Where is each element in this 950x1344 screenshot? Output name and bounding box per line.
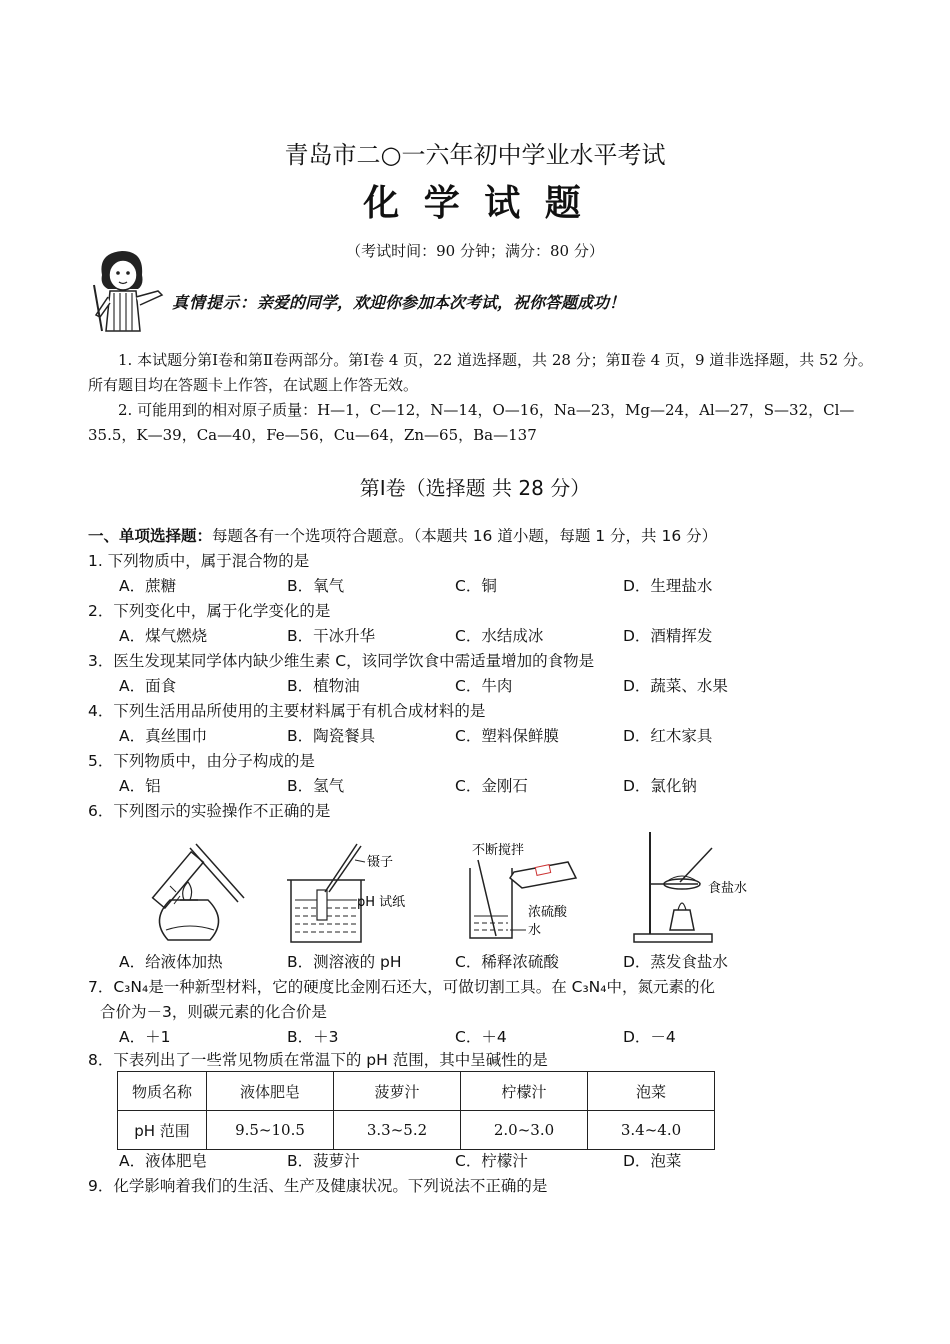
salt-water-label: 食盐水 — [708, 881, 748, 896]
table-row-label: pH 范围 — [118, 1111, 207, 1150]
option-a[interactable]: A．面食 — [119, 677, 177, 695]
table-header-cell: 液体肥皂 — [207, 1072, 334, 1111]
exam-title: 青岛市二○一六年初中学业水平考试 — [284, 141, 666, 169]
option-b[interactable]: B．测溶液的 pH — [287, 953, 402, 971]
option-c[interactable]: C．铜 — [455, 577, 497, 595]
teacher-cartoon-icon — [88, 245, 166, 335]
question-stem: 7．C₃N₄是一种新型材料，它的硬度比金刚石还大，可做切割工具。在 C₃N₄中，氮元素的化 — [88, 978, 715, 996]
water-label: 水 — [528, 923, 542, 938]
subject-title: 化 学 试 题 — [363, 182, 587, 224]
option-b[interactable]: B．氢气 — [287, 777, 345, 795]
option-a[interactable]: A．铝 — [119, 777, 161, 795]
option-c[interactable]: C．金刚石 — [455, 777, 528, 795]
option-d[interactable]: D．泡菜 — [623, 1152, 682, 1170]
option-a[interactable]: A．给液体加热 — [119, 953, 223, 971]
part-desc: 每题各有一个选项符合题意。（本题共 16 道小题，每题 1 分，共 16 分） — [212, 527, 718, 545]
question-stem: 6．下列图示的实验操作不正确的是 — [88, 802, 331, 820]
tip-lead: 真情提示： — [172, 293, 258, 312]
option-d[interactable]: D．红木家具 — [623, 727, 713, 745]
table-header-cell: 柠檬汁 — [461, 1072, 588, 1111]
option-d[interactable]: D．酒精挥发 — [623, 627, 713, 645]
option-b[interactable]: B．菠萝汁 — [287, 1152, 360, 1170]
option-b[interactable]: B．干冰升华 — [287, 627, 376, 645]
ph-table — [117, 1071, 715, 1150]
option-c[interactable]: C．＋4 — [455, 1028, 507, 1046]
option-c[interactable]: C．水结成冰 — [455, 627, 544, 645]
question-stem: 8．下表列出了一些常见物质在常温下的 pH 范围，其中呈碱性的是 — [88, 1051, 548, 1069]
option-a[interactable]: A．真丝围巾 — [119, 727, 208, 745]
table-cell: 9.5~10.5 — [207, 1111, 334, 1150]
option-a[interactable]: A．液体肥皂 — [119, 1152, 208, 1170]
question-stem: 1. 下列物质中，属于混合物的是 — [88, 552, 310, 570]
part-heading — [88, 524, 717, 546]
option-b[interactable]: B．氧气 — [287, 577, 345, 595]
ph-test-figure — [285, 830, 420, 948]
question-stem: 3．医生发现某同学体内缺少维生素 C，该同学饮食中需适量增加的食物是 — [88, 652, 595, 670]
evaporation-figure — [620, 826, 760, 948]
exam-meta: （考试时间：90 分钟；满分：80 分） — [346, 242, 604, 260]
note-1: 1. 本试题分第Ⅰ卷和第Ⅱ卷两部分。第Ⅰ卷 4 页，22 道选择题，共 28 分；第Ⅱ卷 4 页，9 道非选择题，共 52 分。所有题目均在答题卡上作答，在试题上作答无效。 — [88, 351, 873, 394]
table-header-cell: 泡菜 — [588, 1072, 715, 1111]
part-label: 一、单项选择题： — [88, 527, 213, 545]
question-stem: 4．下列生活用品所使用的主要材料属于有机合成材料的是 — [88, 702, 486, 720]
option-c[interactable]: C．牛肉 — [455, 677, 513, 695]
option-b[interactable]: B．陶瓷餐具 — [287, 727, 376, 745]
question-stem: 2．下列变化中，属于化学变化的是 — [88, 602, 331, 620]
ph-paper-label: pH 试纸 — [357, 895, 406, 910]
option-c[interactable]: C．塑料保鲜膜 — [455, 727, 559, 745]
question-stem: 5．下列物质中，由分子构成的是 — [88, 752, 315, 770]
dilute-acid-figure — [450, 838, 600, 948]
option-d[interactable]: D．生理盐水 — [623, 577, 713, 595]
tip-text: 亲爱的同学，欢迎你参加本次考试，祝你答题成功！ — [257, 293, 626, 312]
option-c[interactable]: C．稀释浓硫酸 — [455, 953, 559, 971]
note-2: 2. 可能用到的相对原子质量：H—1，C—12，N—14，O—16，Na—23，Mg—24，Al—27，S—32，Cl—35.5，K—39，Ca—40，Fe—56，Cu—64，Zn—65，Ba—137 — [88, 401, 855, 444]
question-stem: 9．化学影响着我们的生活、生产及健康状况。下列说法不正确的是 — [88, 1177, 548, 1195]
table-cell: 2.0~3.0 — [461, 1111, 588, 1150]
option-c[interactable]: C．柠檬汁 — [455, 1152, 528, 1170]
acid-label: 浓硫酸 — [528, 905, 568, 920]
table-row — [118, 1072, 715, 1111]
table-row — [118, 1111, 715, 1150]
option-a[interactable]: A．蔗糖 — [119, 577, 177, 595]
option-b[interactable]: B．＋3 — [287, 1028, 339, 1046]
table-header-cell: 物质名称 — [118, 1072, 207, 1111]
question-stem-continued: 合价为－3，则碳元素的化合价是 — [100, 1003, 327, 1021]
option-a[interactable]: A．煤气燃烧 — [119, 627, 208, 645]
section-title: 第Ⅰ卷（选择题 共 28 分） — [359, 476, 591, 500]
stir-label: 不断搅拌 — [472, 843, 525, 858]
heating-liquid-figure — [140, 830, 260, 948]
option-d[interactable]: D．蔬菜、水果 — [623, 677, 728, 695]
table-header-cell: 菠萝汁 — [334, 1072, 461, 1111]
table-cell: 3.3~5.2 — [334, 1111, 461, 1150]
option-a[interactable]: A．＋1 — [119, 1028, 171, 1046]
option-b[interactable]: B．植物油 — [287, 677, 360, 695]
option-d[interactable]: D．氯化钠 — [623, 777, 697, 795]
tip-line — [172, 290, 625, 313]
option-d[interactable]: D．－4 — [623, 1028, 676, 1046]
table-cell: 3.4~4.0 — [588, 1111, 715, 1150]
tweezers-label: 镊子 — [367, 855, 394, 870]
option-d[interactable]: D．蒸发食盐水 — [623, 953, 728, 971]
